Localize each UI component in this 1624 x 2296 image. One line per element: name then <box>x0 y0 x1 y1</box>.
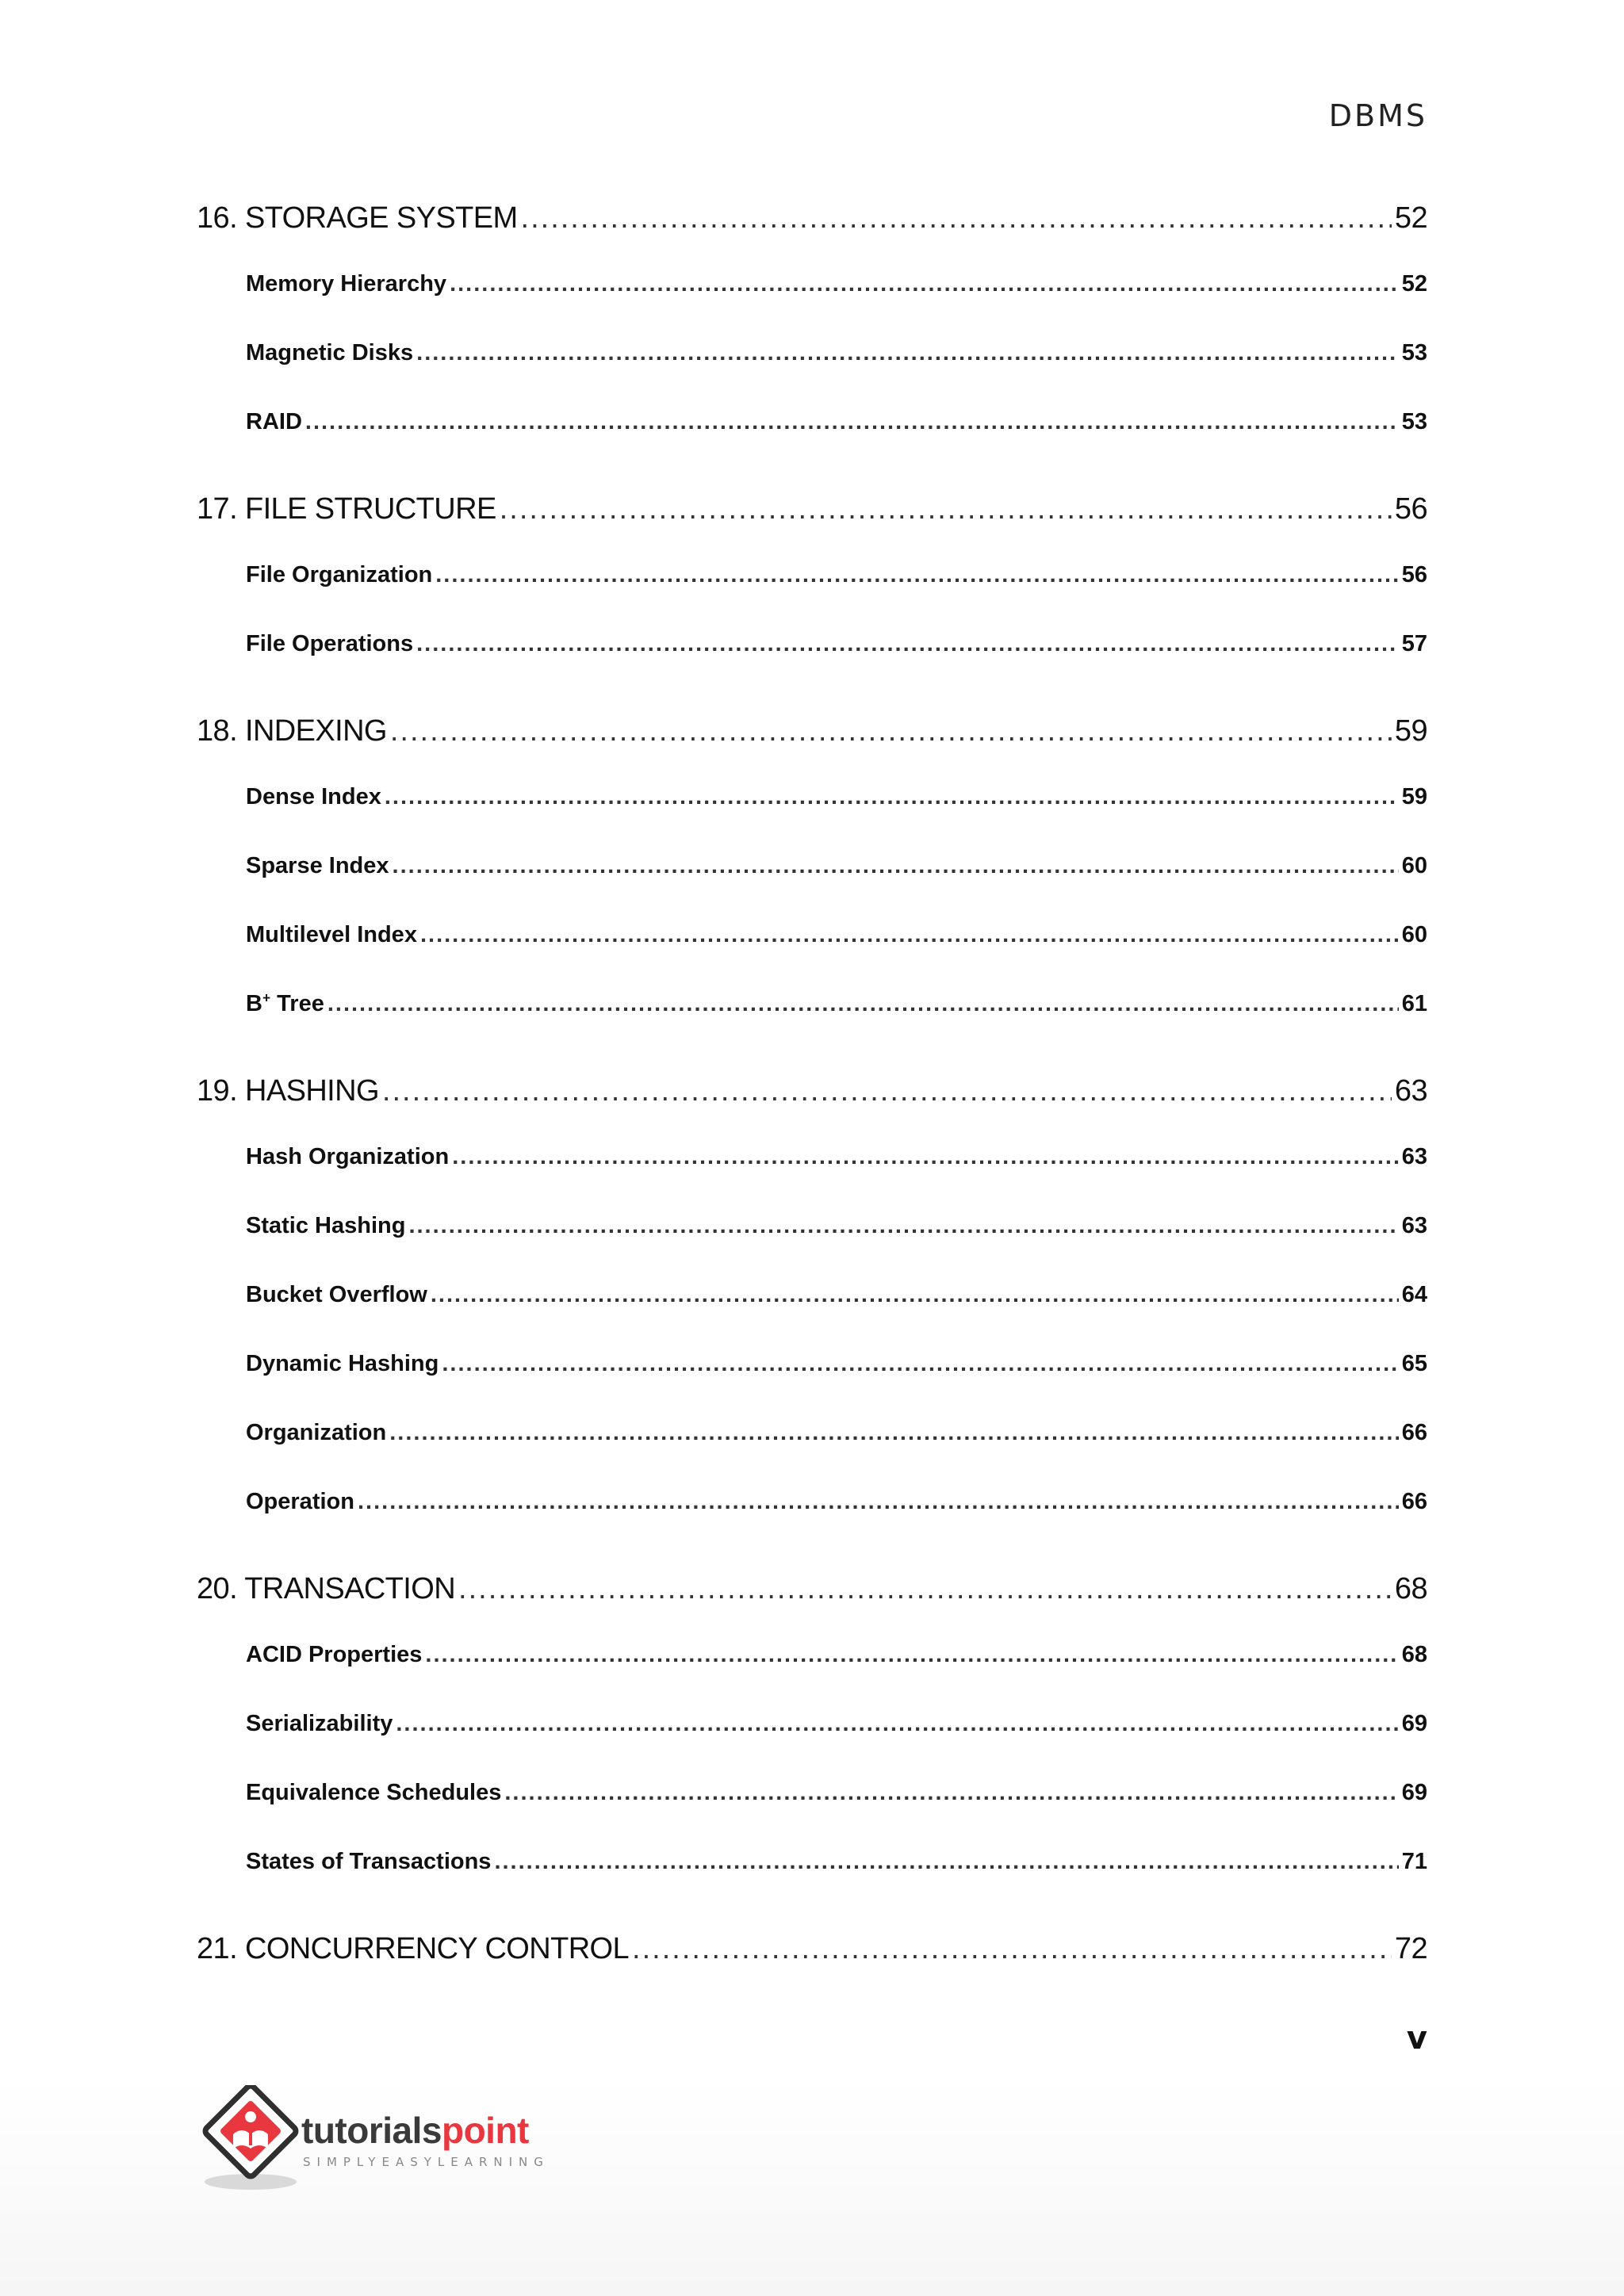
toc-section-title: Dynamic Hashing <box>246 1351 439 1376</box>
toc-section-page: 63 <box>1401 1213 1427 1238</box>
superscript-plus: + <box>262 989 271 1006</box>
dot-leader <box>390 699 1392 763</box>
dot-leader <box>396 1689 1398 1758</box>
toc-chapter-title: 20. TRANSACTION <box>197 1572 456 1605</box>
toc-chapter-page: 72 <box>1394 1932 1427 1965</box>
toc-chapter-page: 68 <box>1394 1572 1427 1605</box>
toc-section-title: Organization <box>246 1420 387 1445</box>
toc-chapter-page: 56 <box>1394 492 1427 526</box>
toc-section-page: 68 <box>1401 1642 1427 1667</box>
toc-chapter <box>197 1557 1427 1896</box>
toc-section-entry[interactable] <box>197 901 1427 970</box>
toc-section-page: 59 <box>1401 784 1427 809</box>
toc-chapter <box>197 186 1427 457</box>
toc-section-title: Sparse Index <box>246 853 389 878</box>
dot-leader <box>500 477 1392 541</box>
logo-tagline: SIMPLYEASYLEARNING <box>303 2155 550 2169</box>
toc-section-title: Equivalence Schedules <box>246 1780 502 1805</box>
toc-section-page: 64 <box>1401 1282 1427 1307</box>
toc-section-entry[interactable] <box>197 1758 1427 1827</box>
toc-section-title: File Operations <box>246 631 414 656</box>
toc-section-list <box>197 1123 1427 1536</box>
toc-chapter <box>197 477 1427 679</box>
toc-section-title: ACID Properties <box>246 1642 423 1667</box>
toc-chapter-title: 16. STORAGE SYSTEM <box>197 201 518 235</box>
table-of-contents <box>197 186 1427 1980</box>
logo-word-point: point <box>441 2110 529 2151</box>
dot-leader <box>416 319 1399 388</box>
toc-section-entry[interactable] <box>197 1123 1427 1192</box>
dot-leader <box>305 388 1399 457</box>
toc-section-title: B+ Tree <box>246 989 324 1016</box>
toc-section-entry[interactable] <box>197 319 1427 388</box>
toc-section-title: RAID <box>246 409 302 434</box>
toc-section-entry[interactable] <box>197 763 1427 832</box>
dot-leader <box>358 1468 1399 1536</box>
toc-section-page: 69 <box>1401 1780 1427 1805</box>
dot-leader <box>385 763 1399 832</box>
toc-section-title: Magnetic Disks <box>246 340 414 365</box>
dot-leader <box>425 1621 1398 1689</box>
dot-leader <box>408 1192 1398 1261</box>
toc-section-entry[interactable] <box>197 1468 1427 1536</box>
dot-leader <box>452 1123 1399 1192</box>
toc-section-page: 69 <box>1401 1711 1427 1736</box>
toc-section-title: Memory Hierarchy <box>246 271 447 297</box>
dot-leader <box>521 186 1392 250</box>
toc-section-entry[interactable] <box>197 388 1427 457</box>
toc-section-page: 57 <box>1401 631 1427 656</box>
toc-chapter-entry[interactable] <box>197 1557 1427 1621</box>
toc-section-page: 71 <box>1401 1849 1427 1874</box>
logo-word-tutorials: tutorials <box>301 2110 442 2151</box>
toc-section-page: 56 <box>1401 562 1427 587</box>
dot-leader <box>632 1917 1392 1980</box>
toc-chapter-title: 19. HASHING <box>197 1074 379 1108</box>
toc-section-entry[interactable] <box>197 832 1427 901</box>
toc-section-entry[interactable] <box>197 1827 1427 1896</box>
toc-section-title: Dense Index <box>246 784 381 809</box>
page-number: v <box>1406 2020 1427 2057</box>
toc-chapter-title: 18. INDEXING <box>197 714 387 748</box>
dot-leader <box>420 901 1399 970</box>
toc-section-entry[interactable] <box>197 1621 1427 1689</box>
dot-leader <box>450 250 1399 319</box>
toc-chapter-entry[interactable] <box>197 477 1427 541</box>
toc-section-entry[interactable] <box>197 1689 1427 1758</box>
tutorialspoint-logo <box>197 2085 609 2196</box>
toc-section-entry[interactable] <box>197 250 1427 319</box>
toc-section-title: Serializability <box>246 1711 393 1736</box>
toc-chapter <box>197 1059 1427 1536</box>
toc-section-list <box>197 250 1427 457</box>
toc-section-title: Operation <box>246 1489 354 1514</box>
toc-section-list <box>197 1621 1427 1896</box>
logo-wordmark <box>301 2109 529 2152</box>
toc-section-page: 66 <box>1401 1420 1427 1445</box>
toc-chapter-entry[interactable] <box>197 1059 1427 1123</box>
toc-section-entry[interactable] <box>197 1330 1427 1399</box>
toc-chapter <box>197 1917 1427 1980</box>
toc-section-entry[interactable] <box>197 1399 1427 1468</box>
toc-chapter-page: 52 <box>1394 201 1427 235</box>
toc-section-entry[interactable] <box>197 610 1427 679</box>
toc-section-page: 66 <box>1401 1489 1427 1514</box>
dot-leader <box>458 1557 1392 1621</box>
toc-section-title: Bucket Overflow <box>246 1282 427 1307</box>
dot-leader <box>389 1399 1399 1468</box>
dot-leader <box>393 832 1399 901</box>
toc-section-title: File Organization <box>246 562 433 587</box>
toc-section-page: 60 <box>1401 922 1427 947</box>
toc-section-title: Hash Organization <box>246 1144 450 1169</box>
toc-section-list <box>197 763 1427 1039</box>
dot-leader <box>327 970 1399 1039</box>
toc-chapter-title: 17. FILE STRUCTURE <box>197 492 496 526</box>
dot-leader <box>435 541 1398 610</box>
toc-chapter-entry[interactable] <box>197 699 1427 763</box>
dot-leader <box>494 1827 1398 1896</box>
toc-section-entry[interactable] <box>197 541 1427 610</box>
toc-section-entry[interactable] <box>197 970 1427 1039</box>
toc-section-title: Multilevel Index <box>246 922 417 947</box>
toc-section-page: 53 <box>1401 409 1427 434</box>
toc-section-page: 52 <box>1401 271 1427 297</box>
dot-leader <box>431 1261 1399 1330</box>
toc-chapter-entry[interactable] <box>197 1917 1427 1980</box>
toc-chapter-title: 21. CONCURRENCY CONTROL <box>197 1932 630 1965</box>
logo-emblem-icon <box>197 2085 300 2196</box>
toc-section-entry[interactable] <box>197 1261 1427 1330</box>
dot-leader <box>504 1758 1398 1827</box>
toc-section-title: States of Transactions <box>246 1849 492 1874</box>
toc-section-page: 65 <box>1401 1351 1427 1376</box>
toc-section-list <box>197 541 1427 679</box>
toc-section-page: 61 <box>1401 991 1427 1016</box>
toc-chapter-page: 59 <box>1394 714 1427 748</box>
toc-chapter-entry[interactable] <box>197 186 1427 250</box>
dot-leader <box>442 1330 1398 1399</box>
toc-chapter-page: 63 <box>1394 1074 1427 1108</box>
toc-section-page: 63 <box>1401 1144 1427 1169</box>
toc-chapter <box>197 699 1427 1039</box>
toc-section-page: 60 <box>1401 853 1427 878</box>
dot-leader <box>416 610 1399 679</box>
toc-section-title: Static Hashing <box>246 1213 406 1238</box>
toc-section-page: 53 <box>1401 340 1427 365</box>
running-header-title: DBMS <box>1328 98 1427 133</box>
dot-leader <box>382 1059 1392 1123</box>
toc-section-entry[interactable] <box>197 1192 1427 1261</box>
